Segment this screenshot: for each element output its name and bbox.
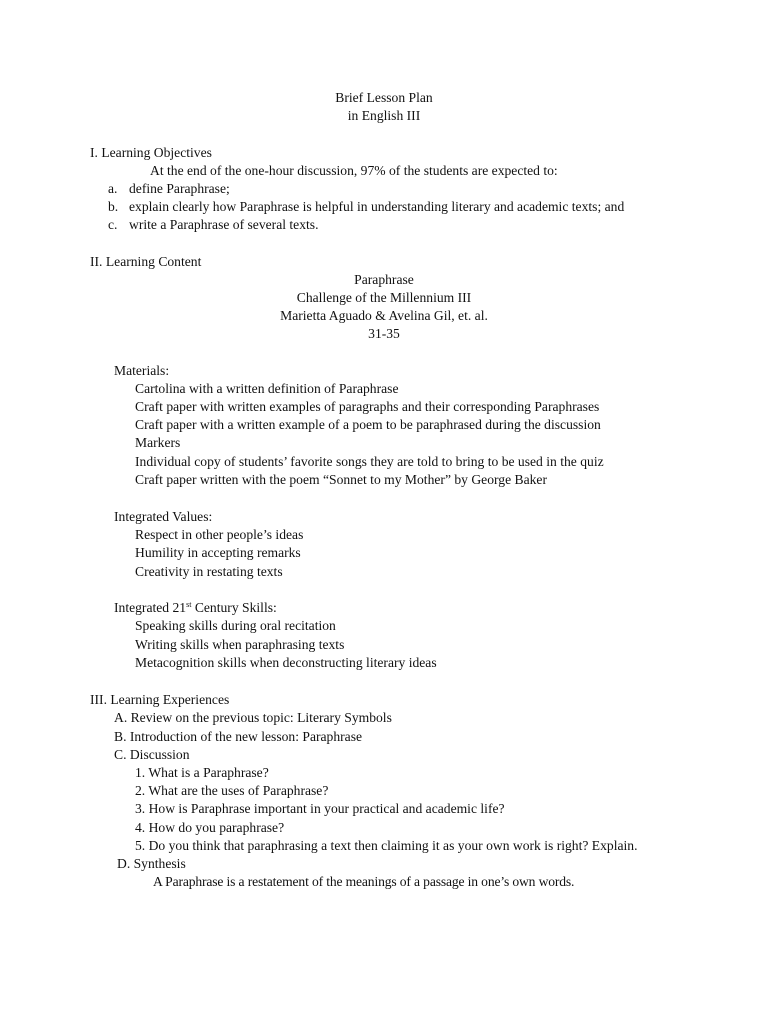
experience-review: A. Review on the previous topic: Literary Symbols — [114, 710, 392, 725]
content-book-title: Challenge of the Millennium III — [296, 290, 472, 305]
skill-item: Metacognition skills when deconstructing literary ideas — [135, 655, 437, 670]
skills-heading — [114, 599, 277, 617]
discussion-heading: C. Discussion — [114, 747, 190, 762]
discussion-question: 1. What is a Paraphrase? — [135, 765, 269, 780]
material-item: Markers — [135, 435, 181, 450]
synthesis-text: A Paraphrase is a restatement of the meanings of a passage in one’s own words. — [153, 874, 575, 889]
value-item: Humility in accepting remarks — [135, 545, 301, 560]
objective-text: explain clearly how Paraphrase is helpful in understanding literary and academic texts; and — [129, 199, 625, 214]
material-item: Individual copy of students’ favorite songs they are told to bring to be used in the quiz — [135, 454, 604, 469]
discussion-question: 2. What are the uses of Paraphrase? — [135, 783, 329, 798]
objective-marker: b. — [108, 199, 119, 214]
section-learning-experiences-heading: III. Learning Experiences — [90, 692, 230, 707]
content-topic: Paraphrase — [354, 272, 414, 287]
values-heading: Integrated Values: — [114, 509, 213, 524]
document-title: Brief Lesson Plan — [335, 90, 433, 105]
skill-item: Speaking skills during oral recitation — [135, 618, 336, 633]
objectives-intro: At the end of the one-hour discussion, 97% of the students are expected to: — [150, 163, 558, 178]
material-item: Craft paper written with the poem “Sonnet to my Mother” by George Baker — [135, 472, 547, 487]
objective-marker: c. — [108, 217, 118, 232]
document-subtitle: in English III — [347, 108, 421, 123]
content-pages: 31-35 — [368, 326, 400, 341]
objective-text: write a Paraphrase of several texts. — [129, 217, 319, 232]
content-authors: Marietta Aguado & Avelina Gil, et. al. — [280, 308, 488, 323]
material-item: Craft paper with written examples of paragraphs and their corresponding Paraphrases — [135, 399, 600, 414]
skill-item: Writing skills when paraphrasing texts — [135, 637, 345, 652]
synthesis-heading: D. Synthesis — [117, 856, 186, 871]
experience-introduction: B. Introduction of the new lesson: Paraphrase — [114, 729, 363, 744]
section-learning-content-heading: II. Learning Content — [90, 254, 202, 269]
material-item: Cartolina with a written definition of Paraphrase — [135, 381, 399, 396]
materials-heading: Materials: — [114, 363, 170, 378]
skills-heading-pre: Integrated 21 — [114, 600, 187, 615]
skills-heading-superscript: st — [186, 600, 192, 609]
discussion-question: 3. How is Paraphrase important in your practical and academic life? — [135, 801, 505, 816]
value-item: Respect in other people’s ideas — [135, 527, 304, 542]
objective-marker: a. — [108, 181, 118, 196]
skills-heading-post: Century Skills: — [191, 600, 277, 615]
value-item: Creativity in restating texts — [135, 564, 283, 579]
section-learning-objectives-heading: I. Learning Objectives — [90, 145, 212, 160]
material-item: Craft paper with a written example of a poem to be paraphrased during the discussion — [135, 417, 601, 432]
discussion-question: 4. How do you paraphrase? — [135, 820, 285, 835]
discussion-question: 5. Do you think that paraphrasing a text then claiming it as your own work is right? Explain. — [135, 838, 638, 853]
objective-text: define Paraphrase; — [129, 181, 230, 196]
